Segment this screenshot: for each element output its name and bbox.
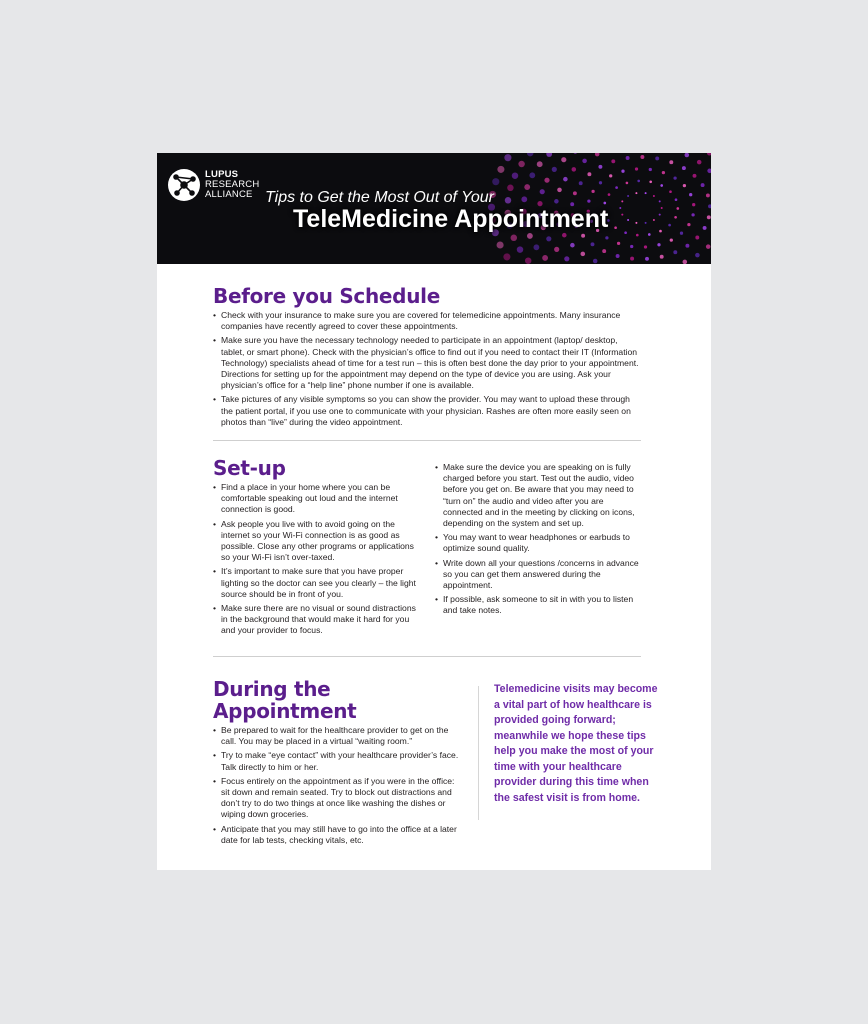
list-item: • Find a place in your home where you can be comfortable speaking out loud and the internet connection is good. bbox=[213, 482, 419, 516]
pattern-dot bbox=[517, 246, 523, 252]
pattern-dot bbox=[640, 155, 644, 159]
pattern-dot bbox=[637, 180, 640, 183]
list-item: • Make sure the device you are speaking on is fully charged before you start. Test out the audio, video before you get on. Be aware that you may need to “turn on” the audio and video after you are connected and in the meeting by clicking on icons, depending on the system and set up. bbox=[435, 462, 641, 529]
pattern-dot bbox=[635, 222, 637, 224]
pattern-dot bbox=[649, 168, 652, 171]
pattern-dot bbox=[701, 183, 705, 187]
pattern-dot bbox=[533, 244, 539, 250]
pattern-dot bbox=[661, 207, 663, 209]
bullet-list bbox=[213, 725, 461, 846]
pattern-dot bbox=[676, 207, 679, 210]
list-item: • Anticipate that you may still have to go into the office at a later date for lab tests, checking vitals, etc. bbox=[213, 824, 461, 846]
pattern-dot bbox=[507, 185, 513, 191]
pattern-dot bbox=[691, 213, 694, 216]
list-item: • Be prepared to wait for the healthcare provider to get on the call. You may be placed in a virtual “waiting room.” bbox=[213, 725, 461, 747]
pattern-dot bbox=[657, 243, 660, 246]
pattern-dot bbox=[660, 255, 664, 259]
pattern-dot bbox=[655, 156, 659, 160]
logo-line: RESEARCH bbox=[205, 179, 260, 190]
section-title: During the Appointment bbox=[213, 677, 357, 723]
bullet-list-left bbox=[213, 482, 419, 640]
pattern-dot bbox=[605, 236, 608, 239]
pattern-dot bbox=[579, 181, 583, 185]
pattern-dot bbox=[680, 232, 683, 235]
pattern-dot bbox=[674, 216, 677, 219]
list-item: • Ask people you live with to avoid going on the internet so your Wi-Fi connection is as good as possible. Close any other programs or applications so your Wi-Fi isn’t over-taxed. bbox=[213, 519, 419, 564]
pattern-dot bbox=[695, 236, 699, 240]
pattern-dot bbox=[708, 204, 711, 208]
pattern-dot bbox=[615, 186, 618, 189]
callout-divider bbox=[478, 686, 479, 820]
logo-line: ALLIANCE bbox=[205, 189, 253, 200]
pattern-dot bbox=[685, 244, 689, 248]
pattern-dot bbox=[685, 153, 690, 157]
pattern-dot bbox=[619, 207, 621, 209]
pattern-dot bbox=[570, 243, 575, 248]
banner-headline: TeleMedicine Appointment bbox=[293, 205, 609, 233]
pattern-dot bbox=[529, 172, 535, 178]
pattern-dot bbox=[587, 199, 590, 202]
pattern-dot bbox=[609, 174, 612, 177]
pattern-dot bbox=[542, 255, 548, 261]
pattern-dot bbox=[521, 196, 527, 202]
pattern-dot bbox=[669, 160, 673, 164]
callout-text: Telemedicine visits may become a vital part of how healthcare is provided going forward; meanwhile we hope these tips help you make the most of your time with your healthcare provider during this time when the safest visit is from home. bbox=[494, 683, 658, 804]
section-divider bbox=[213, 656, 641, 657]
pattern-dot bbox=[675, 198, 678, 201]
list-item: • Check with your insurance to make sure you are covered for telemedicine appointments. Many insurance companies have recently agreed to cover these appointments. bbox=[213, 310, 641, 332]
pattern-dot bbox=[598, 165, 602, 169]
network-icon bbox=[167, 168, 201, 202]
list-item: • It’s important to make sure that you have proper lighting so the doctor can see you clearly – the light source should be in front of you. bbox=[213, 566, 419, 600]
pattern-dot bbox=[563, 177, 568, 182]
pattern-dot bbox=[703, 226, 707, 230]
pattern-dot bbox=[689, 193, 692, 196]
pattern-dot bbox=[497, 166, 504, 173]
pattern-dot bbox=[653, 195, 655, 197]
pattern-dot bbox=[504, 154, 511, 161]
banner-tagline: Tips to Get the Most Out of Your bbox=[265, 189, 495, 206]
pattern-dot bbox=[512, 172, 518, 178]
list-item: • Write down all your questions /concerns in advance so you can get them answered during the appointment. bbox=[435, 558, 641, 592]
pattern-dot bbox=[687, 223, 690, 226]
pattern-dot bbox=[621, 200, 623, 202]
pattern-dot bbox=[527, 153, 533, 156]
pattern-dot bbox=[649, 180, 652, 183]
pattern-dot bbox=[645, 257, 649, 261]
pattern-dot bbox=[668, 224, 671, 227]
pattern-dot bbox=[557, 188, 562, 193]
pattern-dot bbox=[546, 236, 551, 241]
pattern-dot bbox=[659, 214, 661, 216]
pattern-dot bbox=[599, 181, 602, 184]
pattern-dot bbox=[591, 242, 595, 246]
pattern-dot bbox=[673, 176, 676, 179]
pattern-dot bbox=[621, 170, 624, 173]
pattern-dot bbox=[505, 197, 511, 203]
list-item: • Try to make “eye contact” with your healthcare provider’s face. Talk directly to him or her. bbox=[213, 750, 461, 772]
pattern-dot bbox=[683, 260, 688, 264]
section-title: Set-up bbox=[213, 456, 286, 480]
pattern-dot bbox=[630, 257, 634, 261]
lupus-research-alliance-logo bbox=[167, 168, 259, 202]
pattern-dot bbox=[670, 238, 673, 241]
pattern-dot bbox=[587, 172, 591, 176]
pattern-dot bbox=[706, 193, 710, 197]
section-before-schedule bbox=[213, 285, 641, 431]
pattern-dot bbox=[636, 234, 639, 237]
pattern-dot bbox=[617, 242, 620, 245]
pattern-dot bbox=[645, 192, 647, 194]
list-item: • Take pictures of any visible symptoms so you can show the provider. You may want to upload these through the patient portal, if you use one to communicate with your physician. Rashes are often more easily seen on photos than “live” during the video appointment. bbox=[213, 394, 641, 428]
pattern-dot bbox=[593, 259, 598, 264]
list-item: • Focus entirely on the appointment as if you were in the office: sit down and remain seated. Try to block out distractions and don’t try to do two things at once like washing the dishes or wiping down groceries. bbox=[213, 776, 461, 821]
pattern-dot bbox=[630, 245, 633, 248]
header-banner bbox=[157, 153, 711, 264]
pattern-dot bbox=[707, 169, 711, 174]
pattern-dot bbox=[554, 199, 559, 204]
pattern-dot bbox=[659, 230, 662, 233]
pattern-dot bbox=[595, 153, 600, 156]
list-item: • If possible, ask someone to sit in with you to listen and take notes. bbox=[435, 594, 641, 616]
pattern-dot bbox=[644, 245, 647, 248]
pattern-dot bbox=[614, 226, 617, 229]
pattern-dot bbox=[525, 257, 531, 263]
section-title: Before you Schedule bbox=[213, 284, 440, 308]
pattern-dot bbox=[611, 159, 615, 163]
pattern-dot bbox=[546, 153, 552, 157]
pattern-dot bbox=[682, 166, 686, 170]
pattern-dot bbox=[544, 178, 549, 183]
pattern-dot bbox=[573, 191, 577, 195]
pattern-dot bbox=[518, 161, 524, 167]
pattern-dot bbox=[552, 167, 557, 172]
pattern-dot bbox=[635, 192, 637, 194]
pattern-dot bbox=[707, 153, 711, 156]
pattern-dot bbox=[645, 222, 647, 224]
document-page bbox=[157, 153, 711, 870]
section-setup bbox=[213, 457, 641, 640]
pattern-dot bbox=[621, 214, 623, 216]
pattern-dot bbox=[626, 156, 630, 160]
pattern-dot bbox=[511, 235, 517, 241]
pattern-dot bbox=[660, 184, 663, 187]
pattern-dot bbox=[582, 159, 587, 164]
pattern-dot bbox=[683, 184, 686, 187]
pattern-dot bbox=[537, 161, 543, 167]
list-item: • Make sure you have the necessary technology needed to participate in an appointment (laptop/ desktop, tablet, or smart phone). Check with the physician’s office to find out if you need to contact their IT (Information Technology) specialists ahead of time for a test run – this is often best done the day prior to your appointment. Directions for setting up for the appointment may depend on the type of device you are using. Ask your physician’s office for a “help line” phone number if one is available. bbox=[213, 335, 641, 391]
pattern-dot bbox=[707, 215, 711, 219]
pattern-dot bbox=[673, 250, 677, 254]
pattern-dot bbox=[653, 219, 655, 221]
pattern-dot bbox=[581, 234, 585, 238]
pattern-dot bbox=[616, 254, 620, 258]
bullet-list-right bbox=[435, 462, 641, 640]
pattern-dot bbox=[581, 252, 586, 257]
pattern-dot bbox=[561, 157, 566, 162]
bullet-list bbox=[213, 310, 641, 428]
list-item: • Make sure there are no visual or sound distractions in the background that would make it hard for you and your provider to focus. bbox=[213, 603, 419, 637]
logo-line: LUPUS bbox=[205, 169, 239, 180]
pattern-dot bbox=[624, 231, 627, 234]
pattern-dot bbox=[648, 233, 651, 236]
pattern-dot bbox=[602, 249, 606, 253]
pattern-dot bbox=[692, 203, 695, 206]
pattern-dot bbox=[659, 200, 661, 202]
pattern-dot bbox=[693, 174, 697, 178]
pattern-dot bbox=[662, 171, 665, 174]
pattern-dot bbox=[503, 253, 510, 260]
pattern-dot bbox=[572, 167, 577, 172]
pattern-dot bbox=[573, 153, 578, 154]
pattern-dot bbox=[564, 256, 569, 261]
pattern-dot bbox=[706, 244, 711, 249]
pattern-dot bbox=[540, 189, 545, 194]
pattern-dot bbox=[697, 160, 702, 165]
pattern-dot bbox=[524, 184, 530, 190]
pattern-dot bbox=[627, 195, 629, 197]
pattern-dot bbox=[626, 182, 629, 185]
pattern-dot bbox=[635, 167, 638, 170]
pattern-dot bbox=[627, 219, 629, 221]
pattern-dot bbox=[492, 178, 499, 185]
pattern-dot bbox=[603, 202, 606, 205]
pattern-dot bbox=[591, 190, 594, 193]
pattern-dot bbox=[695, 253, 700, 258]
pattern-dot bbox=[608, 193, 611, 196]
section-divider bbox=[213, 440, 641, 441]
pattern-dot bbox=[497, 241, 504, 248]
pattern-dot bbox=[554, 247, 559, 252]
list-item: • You may want to wear headphones or earbuds to optimize sound quality. bbox=[435, 532, 641, 554]
pattern-dot bbox=[669, 190, 672, 193]
